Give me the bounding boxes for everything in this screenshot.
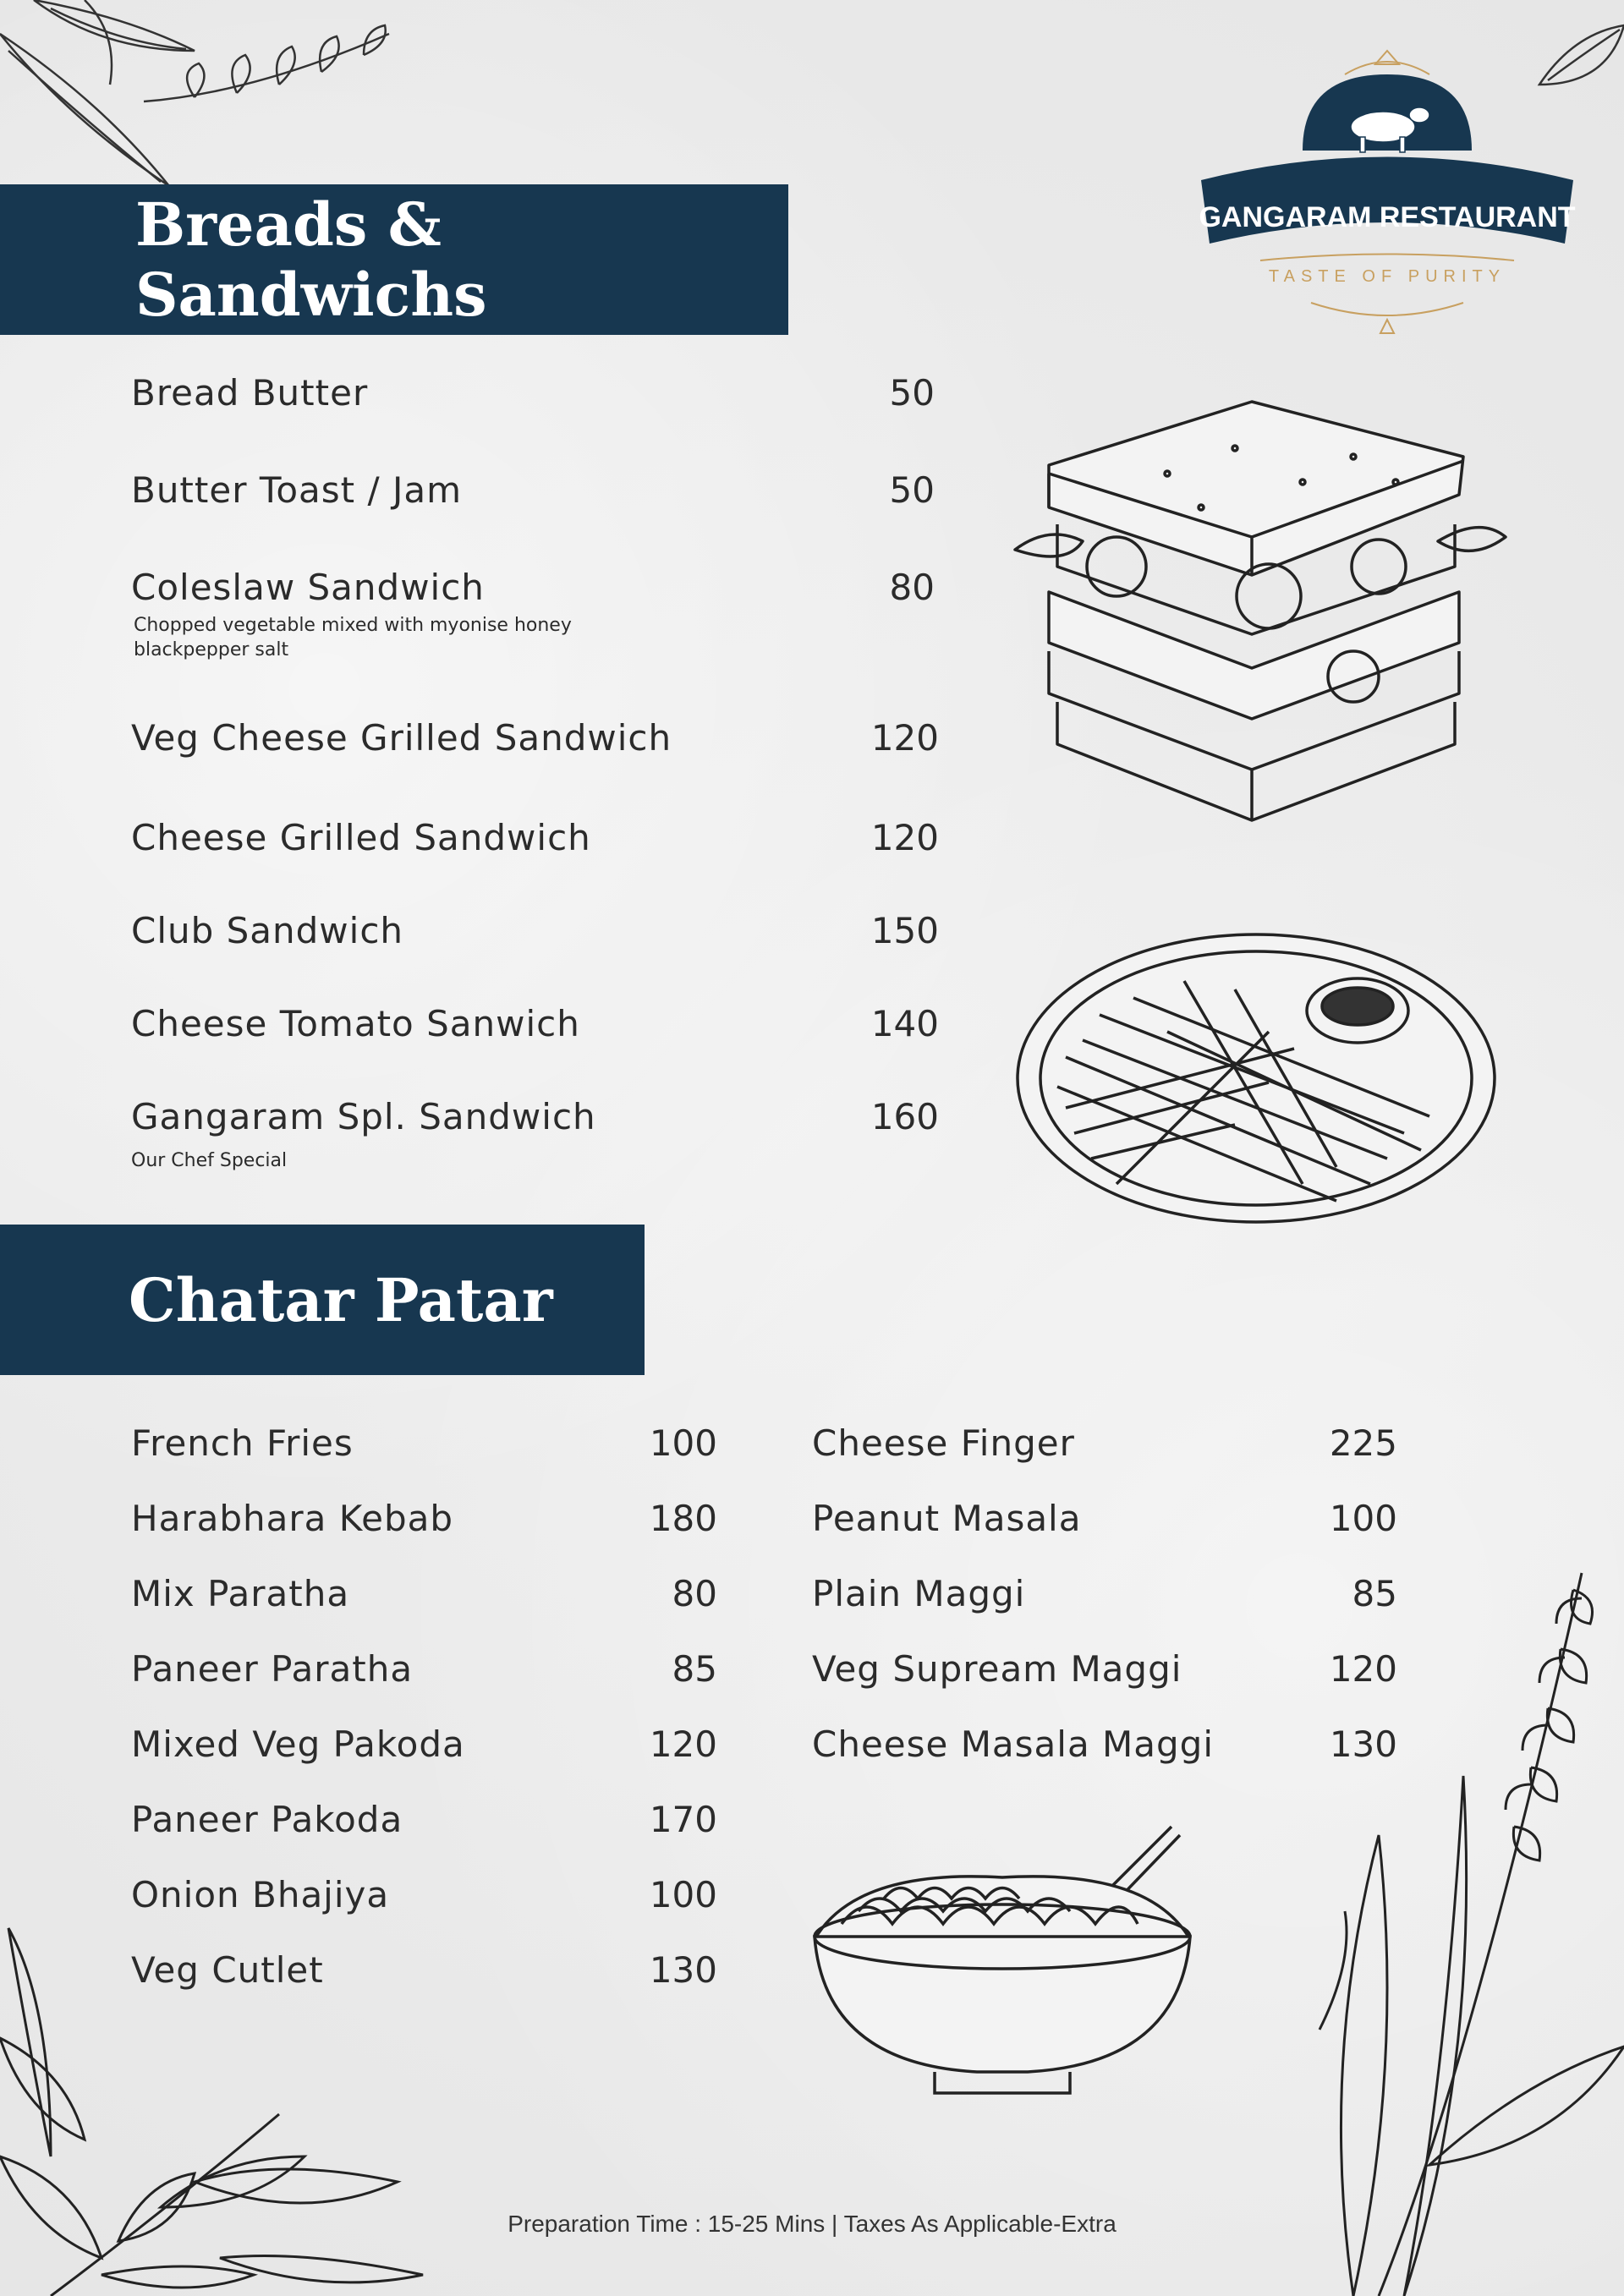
menu-item-price: 50: [889, 469, 935, 511]
menu-item-name: Paneer Paratha: [131, 1648, 414, 1690]
menu-item-name: Onion Bhajiya: [131, 1874, 390, 1915]
menu-item-name: Veg Supream Maggi: [812, 1648, 1182, 1690]
menu-item-name: Plain Maggi: [812, 1573, 1026, 1614]
plant-decoration-bottom-right: [1303, 1556, 1624, 2296]
menu-item-name: Peanut Masala: [812, 1498, 1082, 1539]
menu-item-price: 120: [870, 817, 939, 858]
section-title-chatar-patar: Chatar Patar: [0, 1225, 645, 1375]
menu-item-price: 100: [649, 1874, 717, 1915]
menu-item-name: Cheese Masala Maggi: [812, 1723, 1215, 1765]
menu-item-name: Veg Cutlet: [131, 1949, 324, 1991]
menu-item-name: Cheese Finger: [812, 1422, 1075, 1464]
menu-item-description: Our Chef Special: [131, 1150, 288, 1171]
restaurant-logo: [1193, 49, 1582, 345]
menu-item-price: 170: [649, 1799, 717, 1840]
menu-item-name: Paneer Pakoda: [131, 1799, 403, 1840]
menu-item-price: 85: [672, 1648, 717, 1690]
menu-item-price: 80: [672, 1573, 717, 1614]
french-fries-illustration: [1015, 930, 1497, 1226]
menu-item-price: 225: [1329, 1422, 1397, 1464]
menu-item-price: 120: [649, 1723, 717, 1765]
menu-item-name: Mix Paratha: [131, 1573, 350, 1614]
footer-note: Preparation Time : 15-25 Mins | Taxes As Applicable-Extra: [508, 2211, 1116, 2237]
menu-item-name: Butter Toast / Jam: [131, 469, 463, 511]
menu-item-price: 140: [870, 1003, 939, 1044]
sandwich-illustration: [998, 397, 1514, 829]
menu-item-price: 80: [889, 567, 935, 608]
menu-item-name: Gangaram Spl. Sandwich: [131, 1096, 596, 1137]
menu-item-price: 130: [1329, 1723, 1397, 1765]
menu-item-name: Mixed Veg Pakoda: [131, 1723, 465, 1765]
menu-item-price: 50: [889, 372, 935, 414]
menu-item-name: Club Sandwich: [131, 910, 404, 951]
noodle-bowl-illustration: [808, 1818, 1214, 2106]
menu-item-price: 120: [870, 717, 939, 759]
menu-item-price: 100: [649, 1422, 717, 1464]
menu-item-description: Chopped vegetable mixed with myonise honey: [134, 615, 572, 636]
leaf-decoration-top-left: [0, 0, 423, 195]
menu-item-price: 100: [1329, 1498, 1397, 1539]
menu-item-name: Veg Cheese Grilled Sandwich: [131, 717, 672, 759]
menu-item-name: Cheese Grilled Sandwich: [131, 817, 591, 858]
menu-item-name: Bread Butter: [131, 372, 369, 414]
menu-item-price: 120: [1329, 1648, 1397, 1690]
menu-item-name: Harabhara Kebab: [131, 1498, 454, 1539]
menu-item-name: Cheese Tomato Sanwich: [131, 1003, 580, 1044]
menu-item-price: 150: [870, 910, 939, 951]
menu-item-price: 130: [649, 1949, 717, 1991]
menu-item-name: Coleslaw Sandwich: [131, 567, 485, 608]
section-title-breads: Breads & Sandwichs: [0, 184, 788, 335]
menu-item-price: 85: [1352, 1573, 1397, 1614]
logo-tagline: TASTE OF PURITY: [1268, 267, 1506, 286]
menu-item-name: French Fries: [131, 1422, 354, 1464]
logo-name: GANGARAM RESTAURANT: [1199, 201, 1576, 233]
menu-item-price: 160: [870, 1096, 939, 1137]
menu-item-price: 180: [649, 1498, 717, 1539]
menu-item-description: blackpepper salt: [134, 639, 289, 660]
